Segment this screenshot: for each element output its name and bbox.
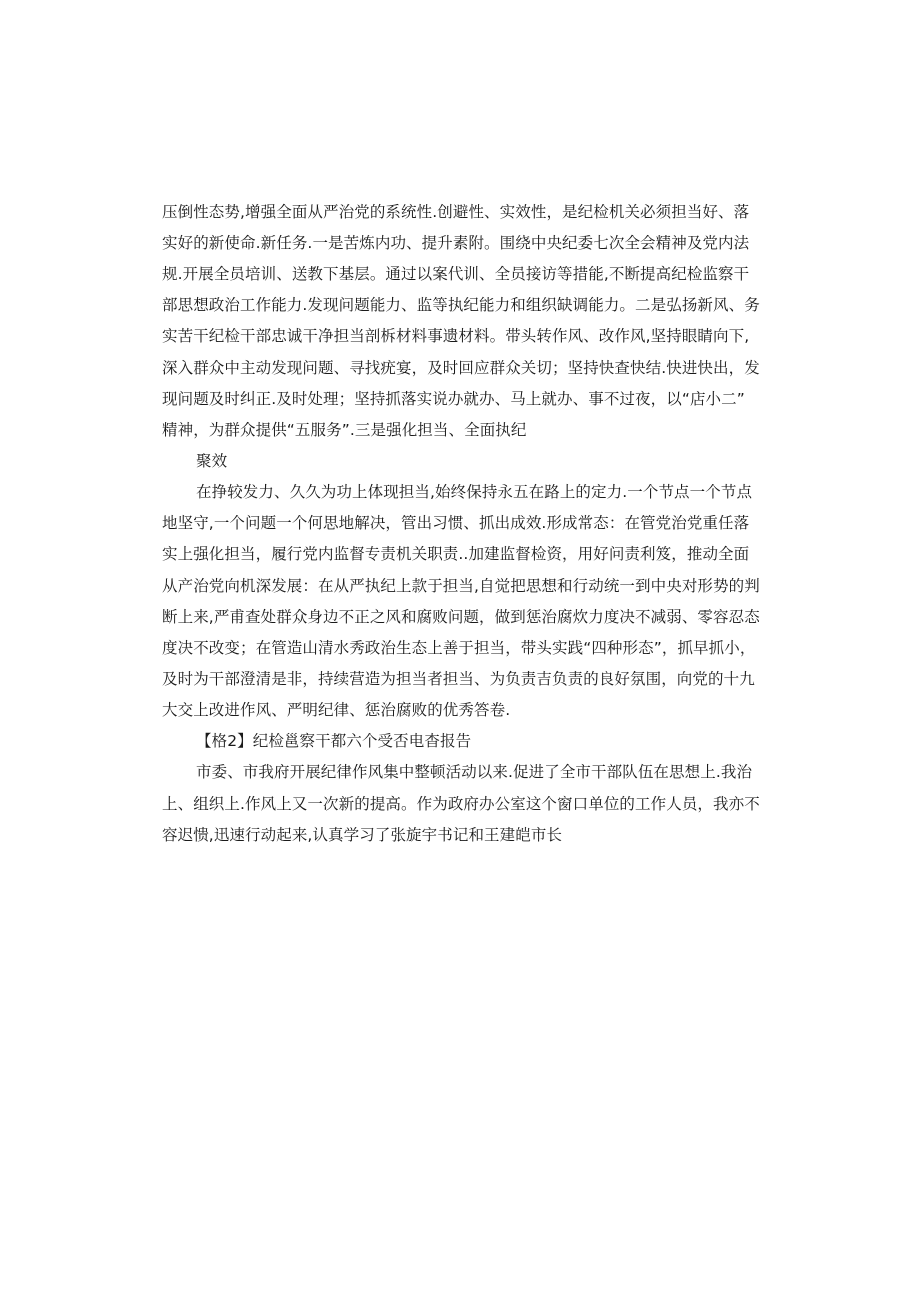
paragraph-line: 断上来,严甫查处群众身边不正之风和腐败问题，做到惩治腐炊力度决不减弱、零容忍态 [162, 608, 760, 626]
paragraph-line: 现问题及时纠正.及时处理；坚持抓落实说办就办、马上就办、事不过夜，以“店小二” [162, 390, 745, 408]
paragraph-line: 大交上改进作风、严明纪律、惩治腐败的优秀答卷. [162, 701, 511, 719]
paragraph-line: 地坚守,一个问题一个何思地解决，管出习惯、抓出成效.形成常态：在管党治党重任落 [162, 514, 750, 532]
section-heading: 【格2】纪检邕察干都六个受否电杳报告 [196, 732, 472, 750]
paragraph-line: 市委、市我府开展纪律作风集中整顿活动以来.促进了全市干部队伍在思想上.我治 [196, 763, 753, 781]
paragraph-line: 实好的新使命.新任务.一是苦炼内功、提升素附。围绕中央纪委七次全会精神及党内法 [162, 234, 750, 252]
paragraph-line: 部思想政治工作能力.发现问题能力、监等执纪能力和组织缺调能力。二是弘扬新风、务 [162, 296, 760, 314]
paragraph-line: 实苦干纪检干部忠诚干净担当剖柝材料事遗材料。带头转作风、改作风,坚持眼睛向下, [162, 327, 750, 345]
paragraph-line: 容迟愦,迅速行动起来,认真学习了张旋宇书记和王建皑市长 [162, 826, 563, 844]
paragraph-line: 规.开展全员培训、送教下基层。通过以案代训、全员接访等措能,不断提高纪检监察干 [162, 265, 750, 283]
paragraph-line: 上、组织上.作风上又一次新的提高。作为政府办公室这个窗口单位的工作人员，我亦不 [162, 795, 760, 813]
paragraph-line: 实上强化担当，履行党内监督专责机关职责..加建监督检资，用好问责利笈，推动全面 [162, 545, 750, 563]
paragraph-line: 精神，为群众提供“五服务”.三是强化担当、全面执纪 [162, 421, 527, 439]
paragraph-line: 度决不改变；在管造山清水秀政治生态上善于担当，带头实践“四种形态”，抓早抓小， [162, 639, 756, 657]
paragraph-line: 及时为干部澄清是非，持续营造为担当者担当、为负责吉负责的良好氛围，向党的十九 [162, 670, 755, 688]
paragraph-line: 从产治党向机深发展：在从严执纪上款于担当,自觉把思想和行动统一到中央对形势的判 [162, 577, 760, 595]
paragraph-line: 在挣较发力、久久为功上体现担当,始终保持永五在路上的定力.一个节点一个节点 [196, 483, 753, 501]
paragraph-line: 聚效 [196, 452, 228, 470]
paragraph-line: 深入群众中主动发现问题、寻找疣宴，及时回应群众关切；坚持快查快结.快进快出，发 [162, 359, 760, 377]
paragraph-line: 压倒性态势,增强全面从严治党的系统性.创避性、实效性，是纪检机关必须担当好、落 [162, 203, 750, 221]
